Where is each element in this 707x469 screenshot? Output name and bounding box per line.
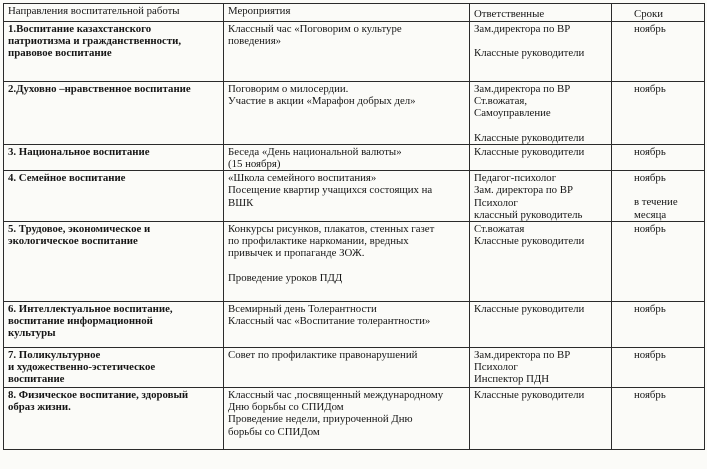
cell-events (224, 144, 470, 170)
table-row (4, 388, 705, 450)
cell-direction-line: 4. Семейное воспитание (8, 172, 126, 185)
cell-deadline-line: ноябрь (634, 145, 666, 158)
cell-responsible-line: Классные руководители (474, 303, 585, 316)
cell-deadline-line: ноябрь (634, 83, 666, 95)
cell-direction (4, 82, 224, 145)
cell-events-line: Совет по профилактике правонарушений (228, 349, 418, 362)
cell-deadline (612, 388, 705, 450)
table-row (4, 302, 705, 348)
cell-responsible-line: Педагог-психолог (474, 172, 557, 185)
plan-table (3, 3, 705, 450)
cell-deadline-line: в течение (634, 196, 678, 209)
cell-events-line: Классный час ,посвященный международному (228, 389, 444, 402)
table-row (4, 222, 705, 302)
cell-direction-line: патриотизма и гражданственности, (8, 35, 182, 48)
cell-responsible-line: Зам.директора по ВР (474, 83, 571, 95)
cell-responsible (470, 171, 612, 222)
cell-deadline-line: ноябрь (634, 172, 666, 185)
cell-responsible-line: Психолог (474, 196, 518, 209)
cell-direction (4, 222, 224, 302)
cell-responsible-line: Зам.директора по ВР (474, 23, 571, 35)
cell-direction-line: образ жизни. (8, 401, 71, 414)
cell-direction-line: воспитание информационной (8, 315, 153, 328)
cell-responsible (470, 348, 612, 388)
cell-responsible-line: Ст.вожатая (474, 223, 525, 236)
table-row (4, 348, 705, 388)
cell-deadline-line: ноябрь (634, 303, 666, 316)
cell-responsible-line: Инспектор ПДН (474, 373, 550, 386)
cell-direction-line: культуры (8, 327, 56, 340)
cell-responsible-line: Самоуправление (474, 107, 551, 120)
table-row (4, 171, 705, 222)
cell-direction (4, 144, 224, 170)
cell-responsible (470, 144, 612, 170)
cell-deadline (612, 302, 705, 348)
cell-events (224, 388, 470, 450)
cell-events (224, 22, 470, 82)
cell-responsible-line: Классные руководители (474, 145, 585, 158)
header-events: Мероприятия (224, 4, 470, 22)
cell-responsible (470, 82, 612, 145)
cell-events-line: поведения» (228, 35, 282, 48)
cell-deadline-line: ноябрь (634, 23, 666, 35)
cell-events-line: Классный час «Воспитание толерантности» (228, 315, 431, 328)
cell-deadline (612, 82, 705, 145)
cell-deadline (612, 22, 705, 82)
cell-direction-line: 7. Поликультурное (8, 349, 101, 362)
cell-direction (4, 388, 224, 450)
header-row (4, 4, 705, 22)
cell-events (224, 302, 470, 348)
blank-line (474, 35, 608, 47)
cell-responsible-line: Классные руководители (474, 131, 585, 144)
cell-responsible (470, 222, 612, 302)
cell-responsible-line: Классные руководители (474, 47, 585, 60)
cell-responsible-line: Классные руководители (474, 235, 585, 248)
cell-events-line: Проведение уроков ПДД (228, 271, 343, 284)
cell-deadline-line: месяца (634, 208, 667, 221)
blank-line (634, 184, 701, 196)
cell-events-line: Дню борьбы со СПИДом (228, 401, 344, 414)
cell-events (224, 222, 470, 302)
cell-events-line: (15 ноября) (228, 158, 281, 171)
cell-responsible-line: классный руководитель (474, 208, 583, 221)
cell-deadline (612, 171, 705, 222)
cell-direction (4, 171, 224, 222)
cell-direction (4, 348, 224, 388)
cell-events-line: Классный час «Поговорим о культуре (228, 23, 402, 35)
cell-events-line: по профилактике наркомании, вредных (228, 235, 409, 248)
cell-responsible-line: Классные руководители (474, 389, 585, 402)
cell-direction-line: 6. Интеллектуальное воспитание, (8, 303, 173, 316)
cell-events-line: Посещение квартир учащихся состоящих на (228, 184, 433, 197)
cell-deadline-line: ноябрь (634, 389, 666, 402)
table-row (4, 22, 705, 82)
cell-events (224, 82, 470, 145)
cell-direction-line: правовое воспитание (8, 47, 112, 60)
cell-direction-line: 2.Духовно –нравственное воспитание (8, 83, 191, 95)
cell-direction-line: 3. Национальное воспитание (8, 145, 150, 158)
cell-events-line: «Школа семейного воспитания» (228, 172, 377, 185)
cell-deadline (612, 144, 705, 170)
cell-events (224, 171, 470, 222)
cell-responsible-line: Зам.директора по ВР (474, 349, 571, 362)
cell-responsible (470, 22, 612, 82)
cell-events-line: борьбы со СПИДом (228, 425, 320, 438)
cell-responsible-line: Психолог (474, 361, 518, 374)
cell-events-line: привычек и пропаганде ЗОЖ. (228, 247, 365, 260)
cell-deadline-line: ноябрь (634, 223, 666, 236)
table-row (4, 82, 705, 145)
cell-direction-line: и художественно-эстетическое (8, 361, 156, 374)
blank-line (228, 260, 466, 272)
cell-responsible-line: Ст.вожатая, (474, 95, 528, 108)
cell-events-line: ВШК (228, 196, 254, 209)
header-deadline: Сроки (612, 4, 705, 22)
cell-events-line: Проведение недели, приуроченной Дню (228, 413, 413, 426)
table-row (4, 144, 705, 170)
document-sheet (3, 3, 704, 466)
cell-responsible-line: Зам. директора по ВР (474, 184, 573, 197)
header-direction: Направления воспитательной работы (4, 4, 224, 22)
cell-direction (4, 302, 224, 348)
cell-responsible (470, 302, 612, 348)
cell-direction-line: воспитание (8, 373, 65, 386)
cell-events-line: Участие в акции «Марафон добрых дел» (228, 95, 416, 108)
cell-events-line: Всемирный день Толерантности (228, 303, 377, 316)
cell-events-line: Поговорим о милосердии. (228, 83, 349, 95)
cell-direction-line: 5. Трудовое, экономическое и (8, 223, 151, 236)
cell-events-line: Беседа «День национальной валюты» (228, 145, 402, 158)
cell-responsible (470, 388, 612, 450)
cell-deadline (612, 348, 705, 388)
cell-direction-line: экологическое воспитание (8, 235, 138, 248)
cell-deadline (612, 222, 705, 302)
cell-events-line: Конкурсы рисунков, плакатов, стенных газет (228, 223, 435, 236)
header-responsible: Ответственные (470, 4, 612, 22)
cell-events (224, 348, 470, 388)
cell-deadline-line: ноябрь (634, 349, 666, 362)
cell-direction-line: 8. Физическое воспитание, здоровый (8, 389, 189, 402)
cell-direction (4, 22, 224, 82)
blank-line (474, 120, 608, 132)
cell-direction-line: 1.Воспитание казахстанского (8, 23, 152, 35)
